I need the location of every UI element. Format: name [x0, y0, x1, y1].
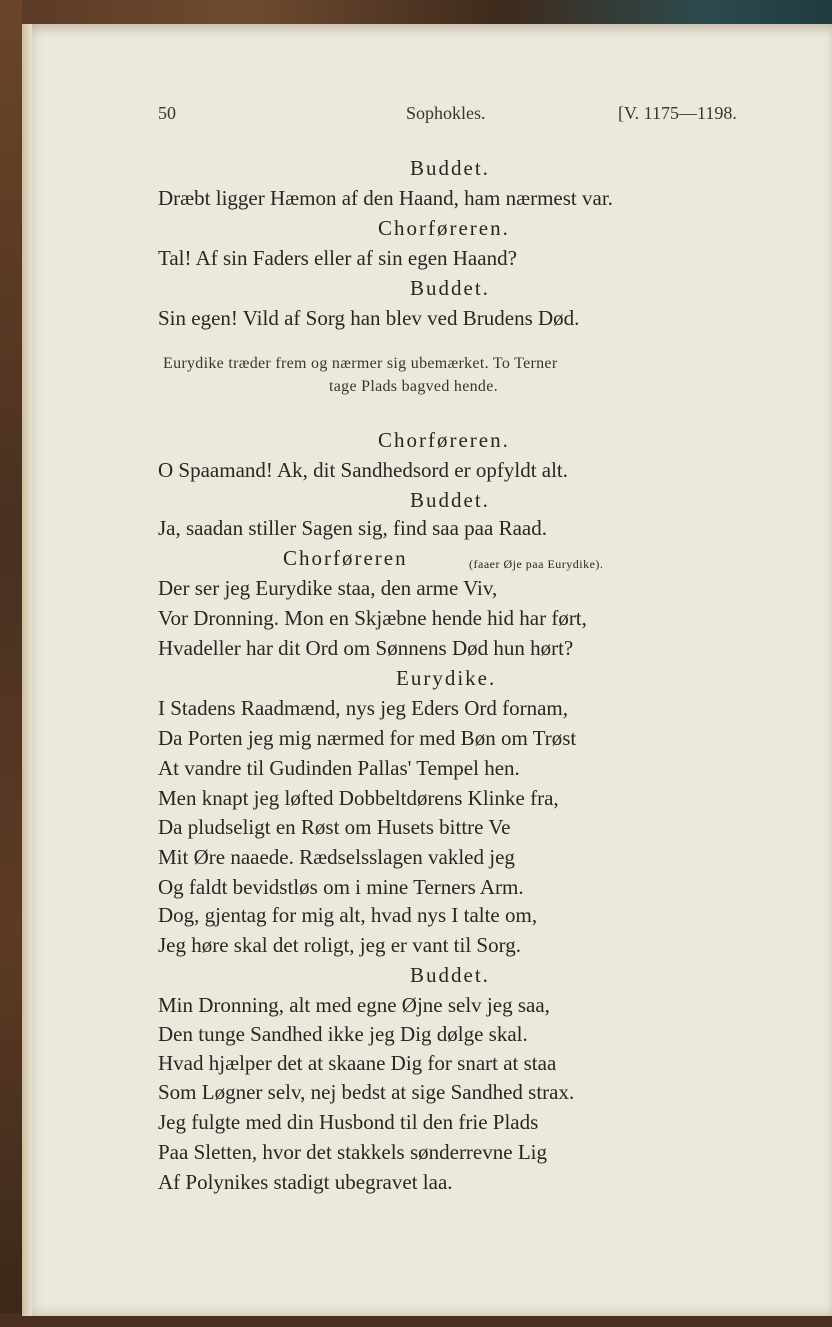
verse-line: Som Løgner selv, nej bedst at sige Sandhed strax. [158, 1080, 575, 1104]
speaker-label: Eurydike. [396, 666, 497, 690]
speaker-label: Buddet. [410, 963, 490, 987]
verse-line: Da pludseligt en Røst om Husets bittre Ve [158, 815, 511, 839]
book-binding-left [0, 0, 22, 1327]
verse-line: Dræbt ligger Hæmon af den Haand, ham nærmest var. [158, 186, 613, 210]
speaker-label: Buddet. [410, 156, 490, 180]
verse-line: Hvad hjælper det at skaane Dig for snart at staa [158, 1051, 557, 1075]
page-gutter [22, 24, 32, 1316]
verse-line: I Stadens Raadmænd, nys jeg Eders Ord fornam, [158, 696, 569, 720]
verse-line: Vor Dronning. Mon en Skjæbne hende hid har ført, [158, 606, 587, 630]
stage-direction: tage Plads bagved hende. [329, 378, 498, 395]
speaker-label: Buddet. [410, 488, 490, 512]
verse-line: Sin egen! Vild af Sorg han blev ved Brudens Død. [158, 306, 580, 330]
verse-line: Hvadeller har dit Ord om Sønnens Død hun hørt? [158, 636, 574, 660]
speaker-label: Chorføreren [283, 546, 408, 570]
verse-line: Den tunge Sandhed ikke jeg Dig dølge skal. [158, 1022, 528, 1046]
speaker-label: Buddet. [410, 276, 490, 300]
verse-line: Jeg høre skal det roligt, jeg er vant til Sorg. [158, 933, 521, 957]
verse-line: At vandre til Gudinden Pallas' Tempel hen. [158, 756, 520, 780]
verse-line: Paa Sletten, hvor det stakkels sønderrevne Lig [158, 1140, 547, 1164]
verse-line: Men knapt jeg løfted Dobbeltdørens Klinke fra, [158, 786, 559, 810]
speaker-label: Chorføreren. [378, 428, 510, 452]
verse-line: Tal! Af sin Faders eller af sin egen Haand? [158, 246, 517, 270]
verse-line: Og faldt bevidstløs om i mine Terners Arm. [158, 875, 524, 899]
verse-line: Ja, saadan stiller Sagen sig, find saa paa Raad. [158, 516, 547, 540]
verse-line: Der ser jeg Eurydike staa, den arme Viv, [158, 576, 498, 600]
page-number: 50 [158, 103, 176, 123]
verse-line: Jeg fulgte med din Husbond til den frie Plads [158, 1110, 539, 1134]
verse-line: Af Polynikes stadigt ubegravet laa. [158, 1170, 453, 1194]
verse-line: Dog, gjentag for mig alt, hvad nys I talte om, [158, 903, 538, 927]
speaker-label: Chorføreren. [378, 216, 510, 240]
verse-line: O Spaamand! Ak, dit Sandhedsord er opfyldt alt. [158, 458, 569, 482]
verse-line: Da Porten jeg mig nærmed for med Bøn om Trøst [158, 726, 577, 750]
running-title: Sophokles. [406, 103, 486, 123]
verse-line: Mit Øre naaede. Rædselsslagen vakled jeg [158, 845, 515, 869]
verse-line: Min Dronning, alt med egne Øjne selv jeg saa, [158, 993, 550, 1017]
stage-direction: (faaer Øje paa Eurydike). [469, 557, 604, 571]
verse-range: [V. 1175—1198. [618, 103, 737, 123]
stage-direction: Eurydike træder frem og nærmer sig ubemærket. To Terner [163, 355, 558, 372]
